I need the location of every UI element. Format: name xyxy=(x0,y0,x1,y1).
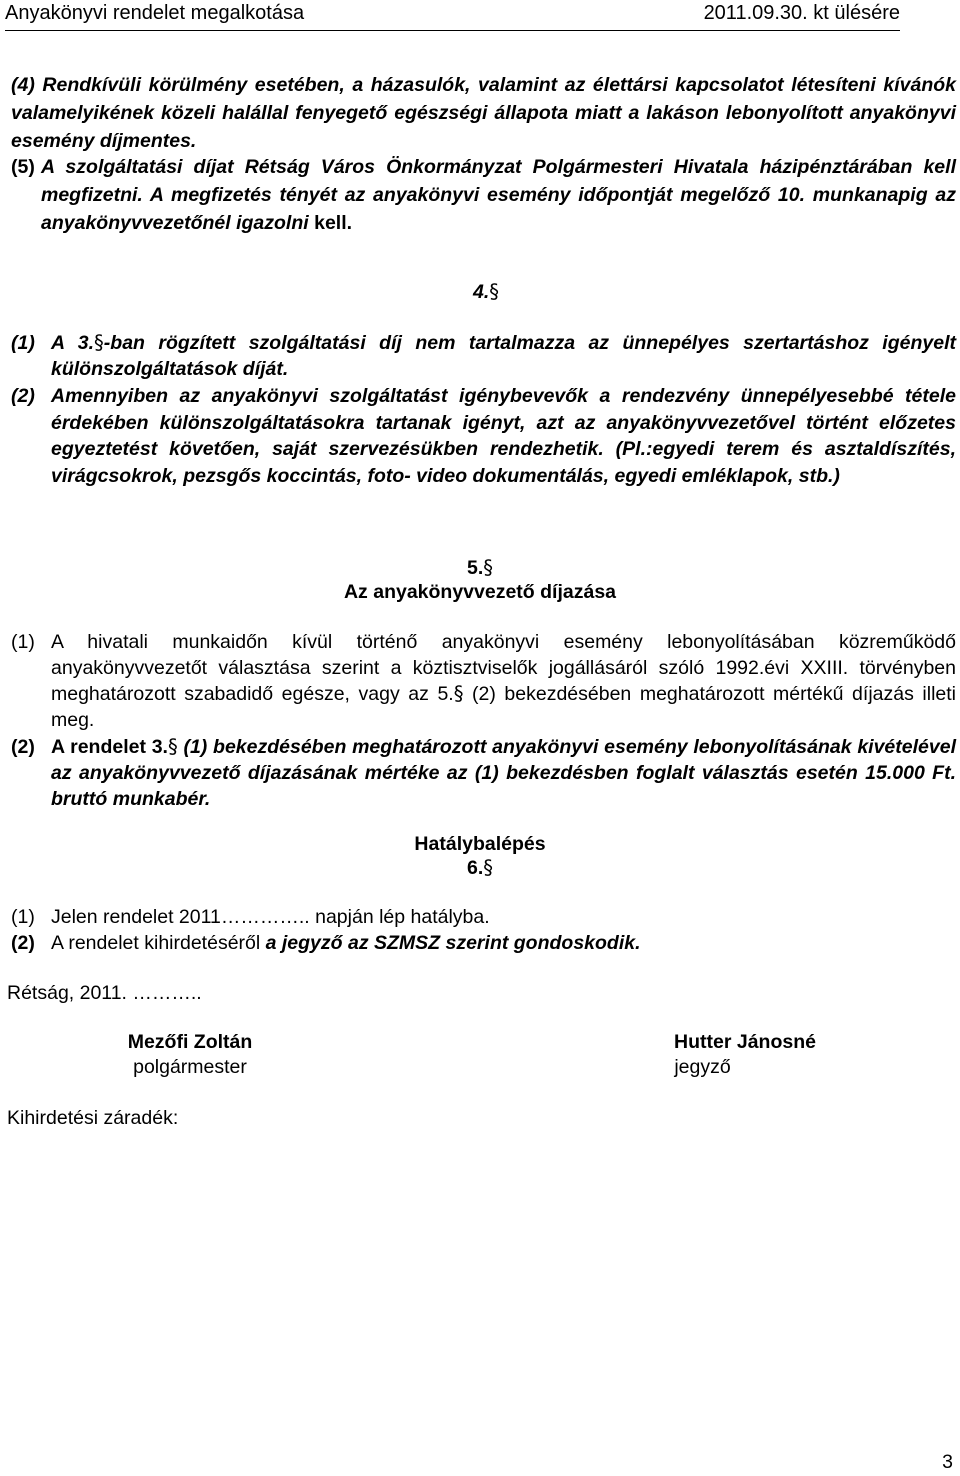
section-4-paragraph-1-number: (1) xyxy=(11,332,35,354)
place-date: Rétság, 2011. ……….. xyxy=(7,982,202,1004)
section-4-paragraph-1-text-a: A 3. xyxy=(51,332,95,354)
section-6-heading xyxy=(0,855,960,881)
section-5-number: 5. xyxy=(466,557,484,579)
section-5-paragraph-2-text-a: A rendelet 3. xyxy=(51,736,168,758)
section-6-paragraph-2-text-b: a jegyző az SZMSZ szerint gondoskodik. xyxy=(265,932,641,954)
paragraph-5-number: (5) xyxy=(11,156,35,178)
section-symbol: § xyxy=(94,331,104,354)
section-4-number: 4. xyxy=(472,281,490,303)
paragraph-5-text xyxy=(41,153,956,237)
section-6-number: 6. xyxy=(466,857,484,879)
header-title: Anyakönyvi rendelet megalkotása xyxy=(5,2,305,24)
page-header xyxy=(5,0,900,31)
mayor-role: polgármester xyxy=(133,1056,247,1078)
header-date: 2011.09.30. kt ülésére xyxy=(703,2,900,24)
section-6-paragraph-2-text xyxy=(51,930,956,956)
page-number: 3 xyxy=(942,1451,953,1473)
section-4-paragraph-1-text xyxy=(51,330,956,382)
section-5-title: Az anyakönyvvezető díjazása xyxy=(343,581,617,603)
paragraph-4: (4) Rendkívüli körülmény esetében, a házasulók, valamint az élettársi kapcsolatot létesíteni kívánók valamelyikének közeli halállal fenyegető egészségi állapota miatt a lakáson lebonyolított anyakönyvi esemény díjmentes. xyxy=(11,74,956,152)
section-symbol: § xyxy=(483,856,493,879)
section-symbol: § xyxy=(167,735,178,758)
section-5-paragraph-2-text-b: (1) bekezdésében meghatározott anyakönyvi esemény lebonyolításának kivételével az anyakönyvvezető díjazásának mértéke az (1) bekezdésben foglalt választás esetén 15.000 Ft. bruttó munkabér. xyxy=(51,736,956,810)
section-6-paragraph-2-number: (2) xyxy=(11,932,35,954)
section-4-heading xyxy=(0,279,960,305)
section-symbol: § xyxy=(489,280,499,303)
section-4-paragraph-1-text-b: -ban rögzített szolgáltatási díj nem tartalmazza az ünnepélyes szertartáshoz igényelt különszolgáltatások díját. xyxy=(51,332,956,380)
section-6-title: Hatálybalépés xyxy=(414,833,546,855)
section-5-heading xyxy=(0,555,960,581)
section-6-paragraph-1-text: Jelen rendelet 2011………….. napján lép hatályba. xyxy=(51,906,490,928)
notary-role: jegyző xyxy=(674,1056,731,1078)
paragraph-5-text-b: kell. xyxy=(314,212,353,234)
section-6-paragraph-1-number: (1) xyxy=(11,906,35,928)
section-symbol: § xyxy=(483,556,493,579)
section-4-paragraph-2-number: (2) xyxy=(11,385,35,407)
section-5-paragraph-1-number: (1) xyxy=(11,631,35,653)
section-symbol: § xyxy=(453,682,464,705)
mayor-name: Mezőfi Zoltán xyxy=(127,1031,253,1053)
paragraph-5-text-a: A szolgáltatási díjat Rétság Város Önkormányzat Polgármesteri Hivatala házipénztárában kell megfizetni. A megfizetés tényét az anyakönyvi esemény időpontját megelőző 10. munkanapig az anyakönyvvezetőnél igazolni xyxy=(41,156,956,234)
section-5-paragraph-1-text xyxy=(51,629,956,733)
section-5-paragraph-2-text xyxy=(51,734,956,812)
section-5-paragraph-2-number: (2) xyxy=(11,736,35,758)
section-4-paragraph-2-text: Amennyiben az anyakönyvi szolgáltatást igénybevevők a rendezvény ünnepélyesebbé tétele érdekében különszolgáltatásokra tartanak igényt, azt az anyakönyvvezetővel történt előzetes egyeztetést követően, saját szervezésükben rendezhetik. (Pl.:egyedi terem és asztaldíszítés, virágcsokrok, pezsgős koccintás, foto- video dokumentálás, egyedi emléklapok, stb.) xyxy=(51,385,956,487)
promulgation-clause: Kihirdetési záradék: xyxy=(7,1107,179,1129)
section-6-paragraph-2-text-a: A rendelet kihirdetéséről xyxy=(51,932,266,954)
section-5-paragraph-1-text-a: A hivatali munkaidőn kívül történő anyakönyvi esemény lebonyolításában közreműködő anyakönyvvezetőt választása szerint a köztisztviselők jogállásáról szóló 1992.évi XXIII. törvényben meghatározott szabadidő egésze, vagy az 5. xyxy=(51,631,956,705)
notary-name: Hutter Jánosné xyxy=(674,1031,816,1053)
section-5-paragraph-1-text-b: (2) bekezdésében meghatározott mértékű díjazás illeti meg. xyxy=(51,683,956,731)
